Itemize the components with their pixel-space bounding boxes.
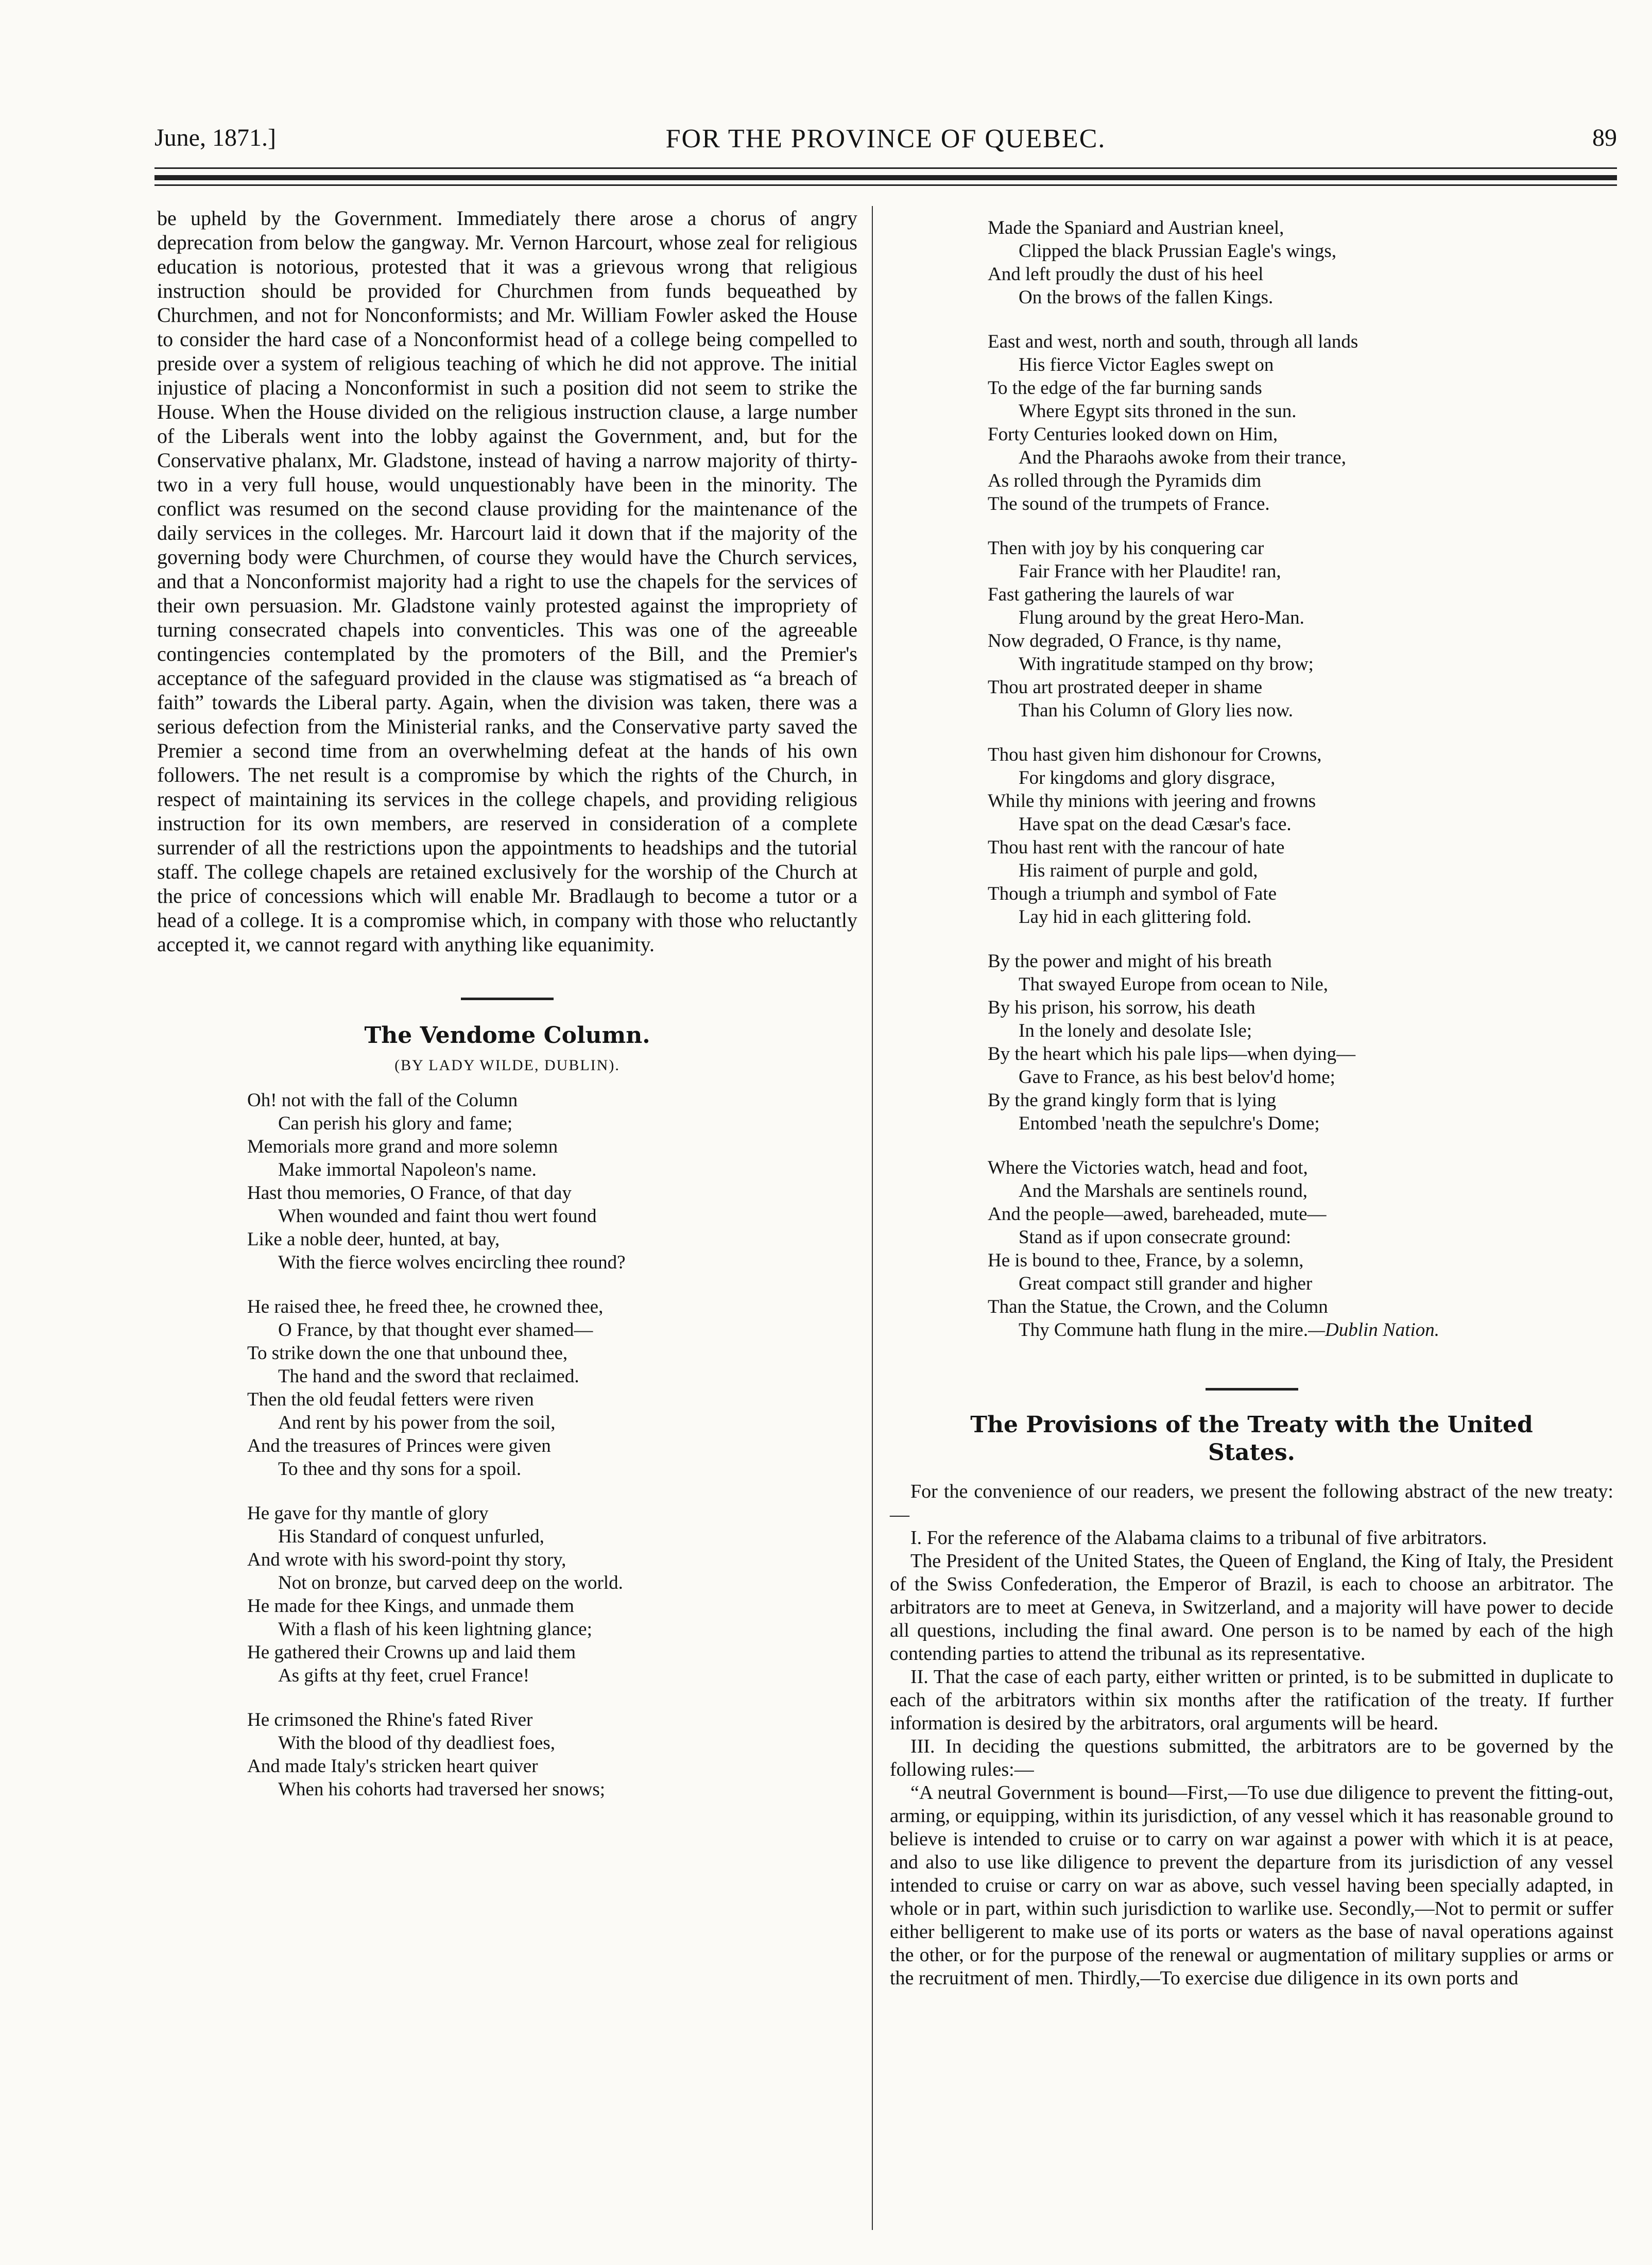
- poem-stanza: [988, 216, 1613, 309]
- header-title: FOR THE PROVINCE OF QUEBEC.: [665, 124, 1106, 153]
- poem-line: O France, by that thought ever shamed—: [278, 1319, 593, 1341]
- right-column: [890, 206, 1613, 1990]
- poem-line: Lay hid in each glittering fold.: [1019, 906, 1252, 928]
- poem-stanza: [988, 1156, 1613, 1342]
- poem-line: With a flash of his keen lightning glance;: [278, 1619, 592, 1640]
- poem-stanza: [988, 743, 1613, 929]
- poem-line: Gave to France, as his best belov'd home;: [1019, 1067, 1335, 1088]
- poem-line: Great compact still grander and higher: [1019, 1273, 1313, 1294]
- treaty-article-title: The Provisions of the Treaty with the United States.: [970, 1412, 1533, 1466]
- page-header: [154, 124, 1617, 160]
- poem-line: With ingratitude stamped on thy brow;: [1019, 654, 1314, 675]
- treaty-article-body: [890, 1480, 1613, 1990]
- article-continuation: [157, 206, 857, 956]
- article-paragraph: The President of the United States, the Queen of England, the King of Italy, the President of the Swiss Confederation, the Emperor of Brazil, is each to choose an arbitrator. The arbitrators are to meet at Geneva, in Switzerland, and a majority will have power to decide all questions, including the final award. One person is to be named by each of the high contending parties to attend the tribunal as its representative.: [890, 1550, 1613, 1665]
- poem-line: He crimsoned the Rhine's fated River: [247, 1709, 533, 1730]
- poem-line: He gave for thy mantle of glory: [247, 1503, 489, 1524]
- header-rule: [154, 167, 1617, 169]
- poem-line-text: Thy Commune hath flung in the mire.: [1019, 1319, 1309, 1341]
- poem-line: When his cohorts had traversed her snows;: [278, 1779, 605, 1800]
- poem-stanza: [988, 950, 1613, 1135]
- left-column: [157, 206, 857, 1801]
- header-rule-thick: [154, 175, 1617, 180]
- poem-line: And the Pharaohs awoke from their trance,: [1019, 447, 1346, 468]
- section-separator: [1206, 1388, 1298, 1391]
- poem-line: Hast thou memories, O France, of that day: [247, 1182, 572, 1204]
- poem-line: And the people—awed, bareheaded, mute—: [988, 1204, 1327, 1225]
- poem-line: Thou hast given him dishonour for Crowns,: [988, 744, 1322, 765]
- poem-stanza: [988, 537, 1613, 722]
- poem-line: Clipped the black Prussian Eagle's wings,: [1019, 241, 1337, 262]
- poem-stanza: [247, 1295, 857, 1481]
- poem-line: He raised thee, he freed thee, he crowned thee,: [247, 1296, 604, 1317]
- header-rule: [154, 184, 1617, 186]
- article-paragraph: III. In deciding the questions submitted, the arbitrators are to be governed by the following rules:—: [890, 1736, 1613, 1780]
- article-paragraph: II. That the case of each party, either written or printed, is to be submitted in duplicate to each of the arbitrators within six months after the ratification of the treaty. If further information is desired by the arbitrators, oral arguments will be heard.: [890, 1666, 1613, 1734]
- poem-line: His fierce Victor Eagles swept on: [1019, 354, 1274, 375]
- poem-line: His Standard of conquest unfurled,: [278, 1526, 544, 1547]
- poem-line: Oh! not with the fall of the Column: [247, 1090, 518, 1111]
- poem-line: He is bound to thee, France, by a solemn,: [988, 1250, 1304, 1271]
- poem-line: As rolled through the Pyramids dim: [988, 470, 1262, 491]
- poem-line: Can perish his glory and fame;: [278, 1113, 513, 1134]
- poem-line: [988, 1318, 1613, 1342]
- poem-line: To the edge of the far burning sands: [988, 377, 1262, 399]
- poem-line: Thou hast rent with the rancour of hate: [988, 837, 1285, 858]
- poem-line: While thy minions with jeering and frowns: [988, 791, 1316, 812]
- poem-line: With the fierce wolves encircling thee round?: [278, 1252, 626, 1273]
- poem-line: As gifts at thy feet, cruel France!: [278, 1665, 530, 1686]
- poem-line: Then with joy by his conquering car: [988, 538, 1264, 559]
- poem-line: Like a noble deer, hunted, at bay,: [247, 1229, 500, 1250]
- poem-line: Fair France with her Plaudite! ran,: [1019, 561, 1281, 582]
- poem-line: Than his Column of Glory lies now.: [1019, 700, 1294, 721]
- poem-line: Now degraded, O France, is thy name,: [988, 630, 1282, 651]
- poem-stanza: [247, 1089, 857, 1274]
- poem-line: Not on bronze, but carved deep on the world.: [278, 1572, 623, 1593]
- poem-line: And wrote with his sword-point thy story,: [247, 1549, 566, 1570]
- poem-line: By the heart which his pale lips—when dying—: [988, 1043, 1356, 1065]
- poem-line: To strike down the one that unbound thee,: [247, 1343, 568, 1364]
- poem-line: The hand and the sword that reclaimed.: [278, 1366, 579, 1387]
- poem-line: Flung around by the great Hero-Man.: [1019, 607, 1304, 628]
- poem-line: And the treasures of Princes were given: [247, 1435, 551, 1456]
- poem-source: —Dublin Nation.: [1308, 1319, 1440, 1341]
- poem-line: Where the Victories watch, head and foot,: [988, 1157, 1308, 1178]
- poem-line: Made the Spaniard and Austrian kneel,: [988, 217, 1284, 238]
- poem-line: The sound of the trumpets of France.: [988, 493, 1270, 514]
- poem-line: Memorials more grand and more solemn: [247, 1136, 558, 1157]
- poem-line: For kingdoms and glory disgrace,: [1019, 767, 1276, 788]
- poem-line: Forty Centuries looked down on Him,: [988, 424, 1278, 445]
- poem-line: Then the old feudal fetters were riven: [247, 1389, 534, 1410]
- poem-line: Make immortal Napoleon's name.: [278, 1159, 537, 1180]
- poem-line: East and west, north and south, through all lands: [988, 331, 1358, 352]
- poem-line: And left proudly the dust of his heel: [988, 264, 1264, 285]
- poem-stanza: [247, 1708, 857, 1801]
- article-paragraph: be upheld by the Government. Immediately there arose a chorus of angry deprecation from below the gangway. Mr. Vernon Harcourt, whose zeal for religious education is notorious, protested that it was a grievous wrong that religious instruction should be provided for Churchmen from funds bequeathed by Churchmen, and not for Nonconformists; and Mr. William Fowler asked the House to consider the hard case of a Nonconformist head of a college being compelled to preside over a system of religious teaching of which he did not approve. The initial injustice of placing a Nonconformist in such a position did not seem to strike the House. When the House divided on the religious instruction clause, a large number of the Liberals went into the lobby against the Government, and, but for the Conservative phalanx, Mr. Gladstone, instead of having a narrow majority of thirty-two in a very full house, would unquestionably have been in the minority. The conflict was resumed on the second clause providing for the maintenance of the daily services in the colleges. Mr. Harcourt laid it down that if the majority of the governing body were Churchmen, of course they would have the Church services, and that a Nonconformist majority had a right to use the chapels for the services of their own persuasion. Mr. Gladstone vainly protested against the impropriety of turning consecrated chapels into conventicles. This was one of the agreeable contingencies contemplated by the promoters of the Bill, and the Premier's acceptance of the safeguard provided in the clause was stigmatised as “a breach of faith” towards the Liberal party. Again, when the division was taken, there was a serious defection from the Ministerial ranks, and the Conservative party saved the Premier a second time from an overwhelming defeat at the hands of his own followers. The net result is a compromise by which the rights of the Church, in respect of maintaining its services in the college chapels, and providing religious instruction for its own members, are reserved in consideration of a complete surrender of all the restrictions upon the appointments to headships and the tutorial staff. The college chapels are retained exclusively for the worship of the Church at the price of concessions which will enable Mr. Bradlaugh to become a tutor or a head of a college. It is a compromise which, in company with those who reluctantly accepted it, we cannot regard with anything like equanimity.: [157, 207, 857, 956]
- poem-line: When wounded and faint thou wert found: [278, 1206, 597, 1227]
- poem-line: By his prison, his sorrow, his death: [988, 997, 1255, 1018]
- poem-line: To thee and thy sons for a spoil.: [278, 1458, 522, 1480]
- article-paragraph: “A neutral Government is bound—First,—To use due diligence to prevent the fitting-out, arming, or equipping, within its jurisdiction, of any vessel which it has reasonable ground to believe is intended to cruise or to carry on war against a power with which it is at peace, and also to use like diligence to prevent the departure from its jurisdiction of any vessel intended to cruise or carry on war as above, such vessel having been specially adapted, in whole or in part, within such jurisdiction to warlike use. Secondly,—Not to permit or suffer either belligerent to make use of its ports or waters as the base of naval operations against the other, or for the purpose of the renewal or augmentation of military supplies or arms or the recruitment of men. Thirdly,—To exercise due diligence in its own ports and: [890, 1782, 1613, 1989]
- poem-line: And rent by his power from the soil,: [278, 1412, 556, 1433]
- poem-line: Entombed 'neath the sepulchre's Dome;: [1019, 1113, 1320, 1134]
- header-date: June, 1871.]: [154, 124, 276, 151]
- poem-line: And made Italy's stricken heart quiver: [247, 1756, 538, 1777]
- poem-continued: [890, 216, 1613, 1342]
- poem-line: Though a triumph and symbol of Fate: [988, 883, 1277, 904]
- poem: [157, 1089, 857, 1801]
- poem-line: His raiment of purple and gold,: [1019, 860, 1258, 881]
- poem-stanza: [247, 1502, 857, 1687]
- poem-line: Thou art prostrated deeper in shame: [988, 677, 1263, 698]
- poem-byline: (BY LADY WILDE, DUBLIN).: [394, 1057, 620, 1074]
- section-separator: [461, 998, 554, 1000]
- poem-line: And the Marshals are sentinels round,: [1019, 1180, 1308, 1202]
- poem-line: Than the Statue, the Crown, and the Column: [988, 1296, 1328, 1317]
- article-paragraph: I. For the reference of the Alabama claims to a tribunal of five arbitrators.: [910, 1527, 1487, 1549]
- poem-line: By the power and might of his breath: [988, 951, 1272, 972]
- poem-line: Have spat on the dead Cæsar's face.: [1019, 814, 1292, 835]
- poem-line: Stand as if upon consecrate ground:: [1019, 1227, 1292, 1248]
- article-paragraph: For the convenience of our readers, we present the following abstract of the new treaty:—: [890, 1481, 1613, 1525]
- poem-line: Where Egypt sits throned in the sun.: [1019, 401, 1297, 422]
- poem-line: In the lonely and desolate Isle;: [1019, 1020, 1252, 1041]
- poem-line: Fast gathering the laurels of war: [988, 584, 1234, 605]
- poem-line: He gathered their Crowns up and laid them: [247, 1642, 576, 1663]
- poem-line: With the blood of thy deadliest foes,: [278, 1732, 555, 1754]
- page-number: 89: [1592, 124, 1617, 151]
- column-divider: [872, 206, 873, 2230]
- poem-line: He made for thee Kings, and unmade them: [247, 1595, 574, 1617]
- poem-line: On the brows of the fallen Kings.: [1019, 287, 1274, 308]
- poem-line: By the grand kingly form that is lying: [988, 1090, 1277, 1111]
- poem-stanza: [988, 330, 1613, 516]
- poem-line: That swayed Europe from ocean to Nile,: [1019, 974, 1329, 995]
- poem-title: The Vendome Column.: [364, 1022, 650, 1049]
